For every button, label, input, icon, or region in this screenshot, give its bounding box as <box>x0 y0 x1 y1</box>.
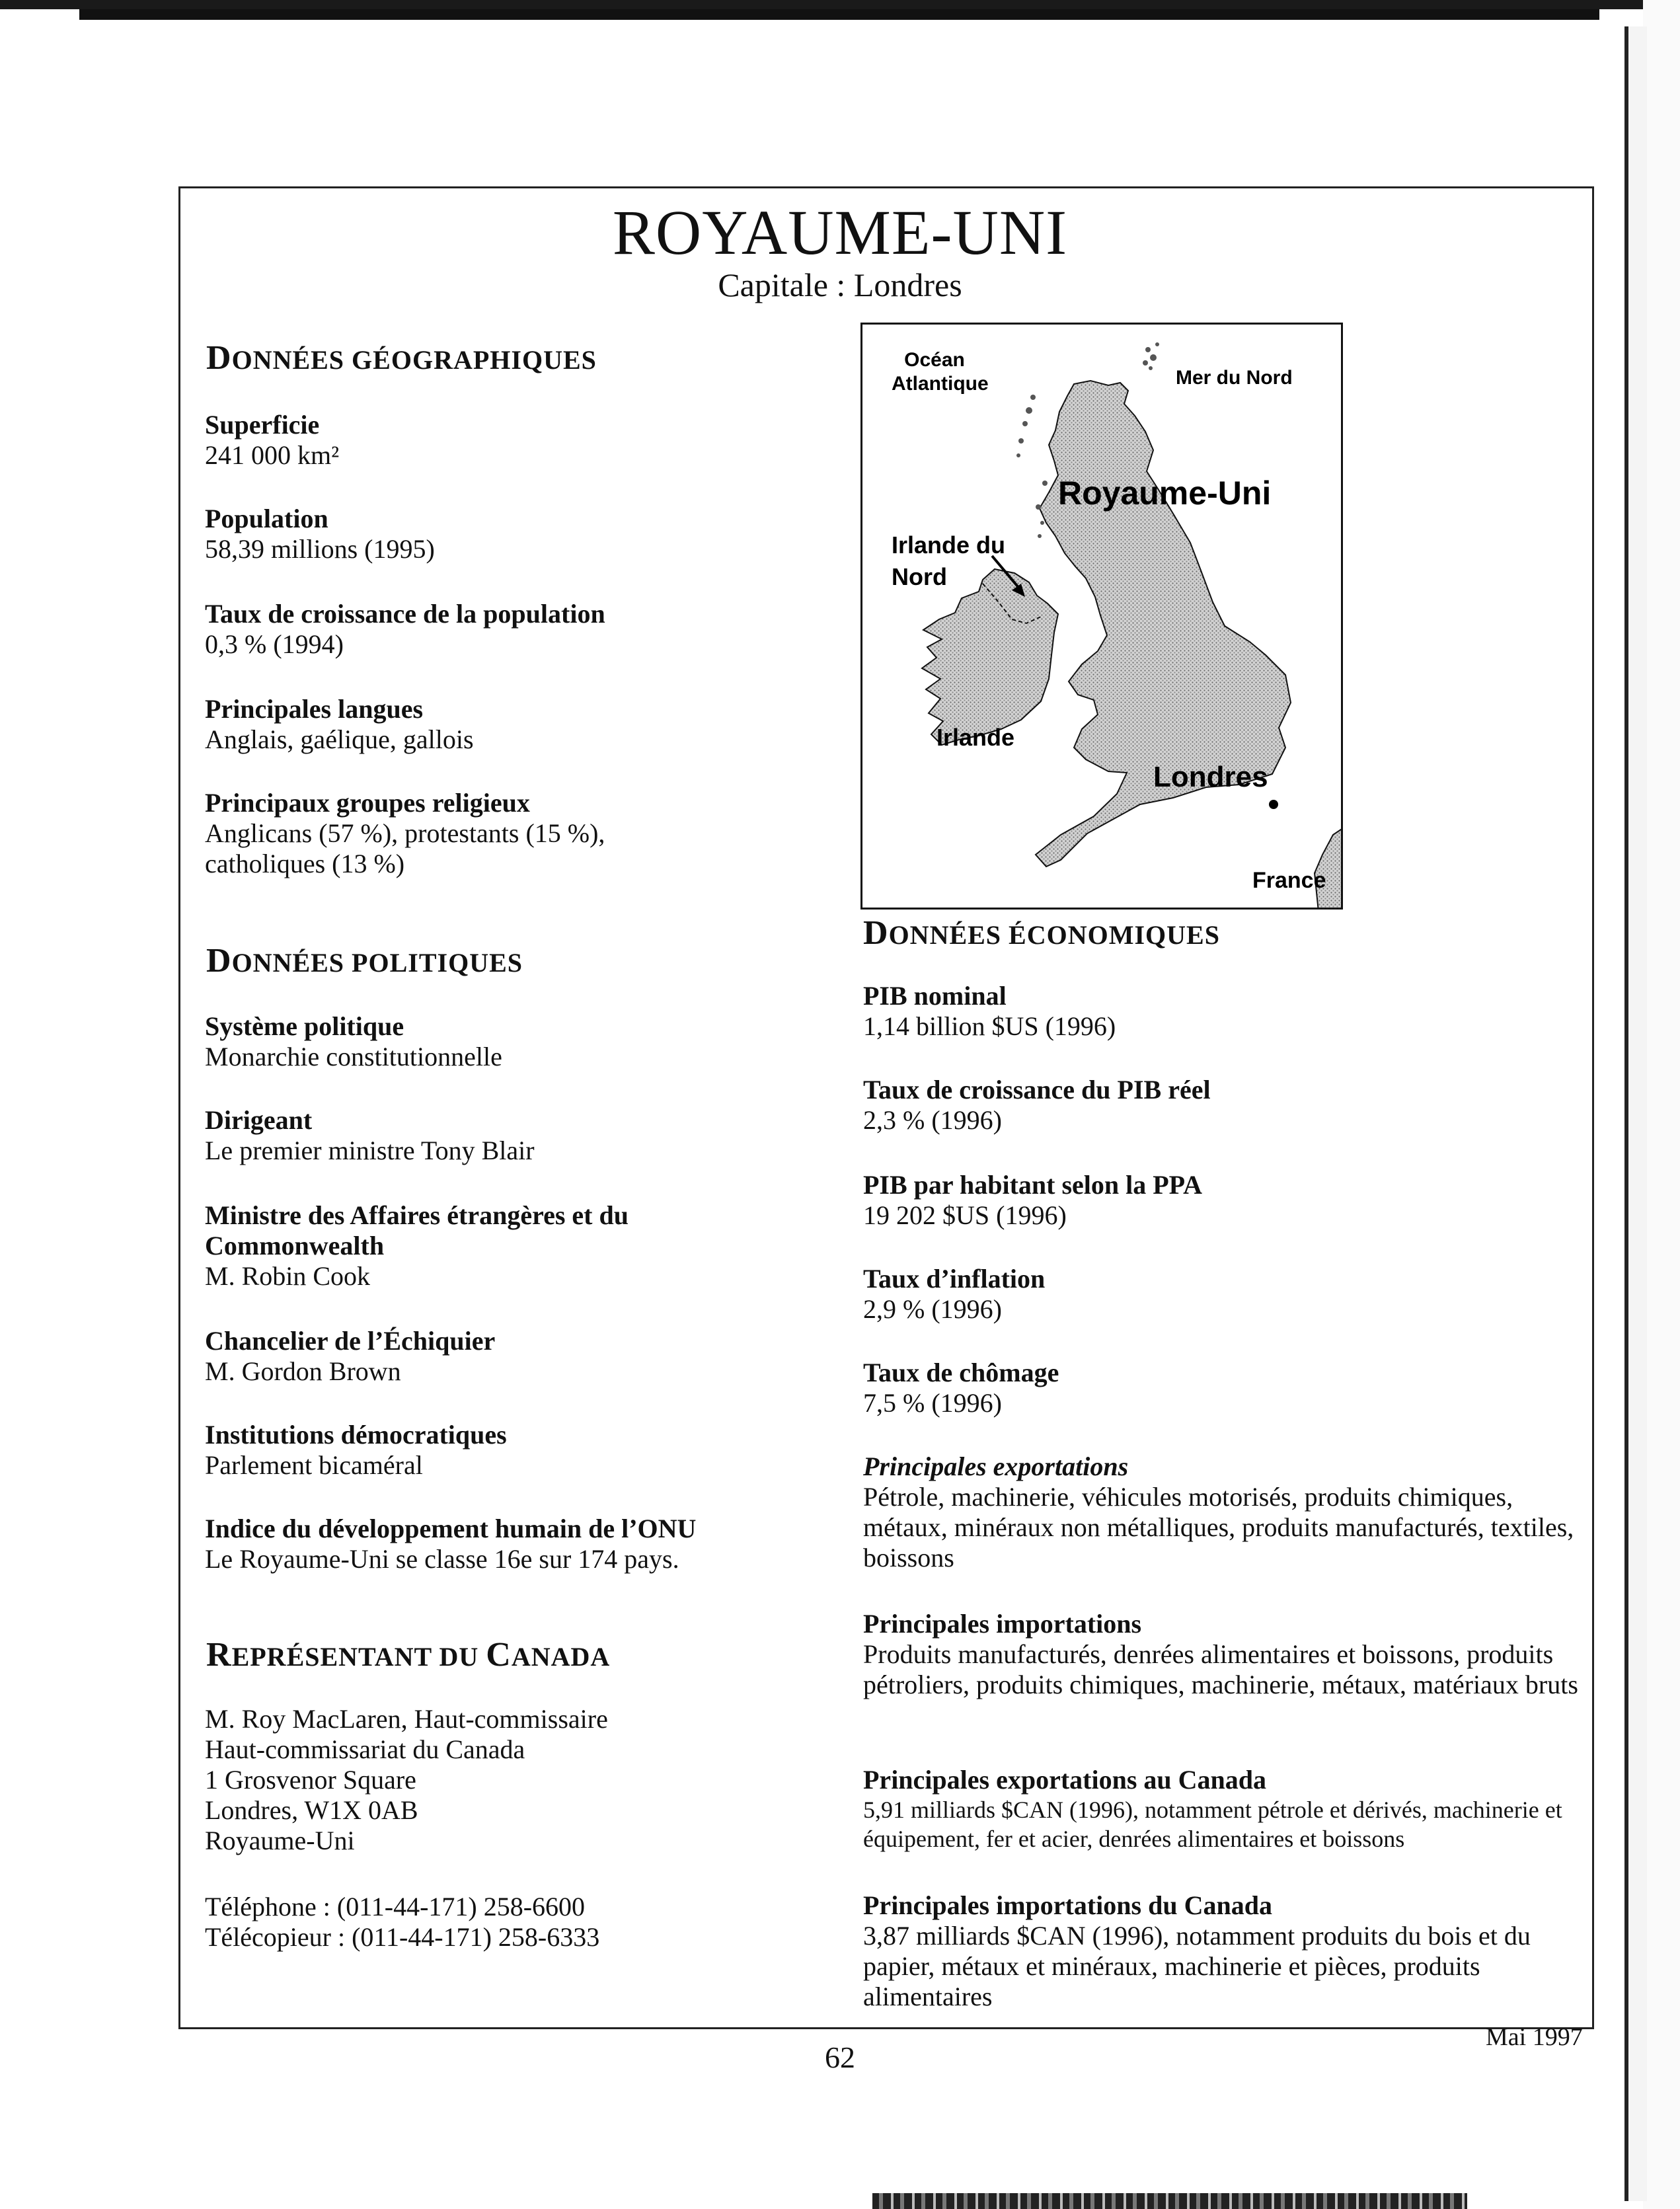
field-label: Principales exportations au Canada <box>863 1765 1267 1795</box>
field-imports-from-canada <box>863 1890 1577 2012</box>
field-label: Taux de croissance du PIB réel <box>863 1075 1211 1104</box>
field-label: Principales importations <box>863 1609 1142 1639</box>
field-main-exports <box>863 1452 1584 1573</box>
field-inflation <box>863 1264 1577 1325</box>
map-label-uk: Royaume-Uni <box>1058 475 1272 512</box>
field-hdi <box>205 1514 826 1574</box>
field-value: 0,3 % (1994) <box>205 629 344 659</box>
map-label-ocean: Océan Atlantique <box>892 349 989 395</box>
uk-map <box>860 323 1343 910</box>
field-value: 19 202 $US (1996) <box>863 1200 1067 1230</box>
field-leader <box>205 1105 800 1166</box>
scan-edge-bottom <box>872 2193 1467 2209</box>
scan-edge-top-band <box>79 9 1599 20</box>
field-exports-to-canada <box>863 1765 1584 1853</box>
field-main-imports <box>863 1609 1584 1700</box>
field-value: 2,9 % (1996) <box>863 1294 1002 1324</box>
field-real-gdp-growth <box>863 1075 1577 1136</box>
field-label: Taux d’inflation <box>863 1264 1046 1294</box>
field-languages <box>205 694 800 755</box>
field-unemployment <box>863 1358 1577 1418</box>
field-area <box>205 410 800 471</box>
field-value: M. Robin Cook <box>205 1261 371 1291</box>
field-value: Le premier ministre Tony Blair <box>205 1136 535 1165</box>
field-political-system <box>205 1011 800 1072</box>
field-value: Anglicans (57 %), protestants (15 %), catholiques (13 %) <box>205 818 605 878</box>
field-label: PIB nominal <box>863 981 1007 1011</box>
field-value: 7,5 % (1996) <box>863 1388 1002 1418</box>
publication-date: Mai 1997 <box>1486 2023 1583 2051</box>
field-value: 58,39 millions (1995) <box>205 534 435 564</box>
scan-edge-right-margin <box>1643 0 1680 2209</box>
field-label: Principaux groupes religieux <box>205 788 530 818</box>
field-label: Indice du développement humain de l’ONU <box>205 1514 697 1543</box>
field-chancellor <box>205 1326 800 1387</box>
section-heading-economic: DONNÉES ÉCONOMIQUES <box>863 914 1220 952</box>
phone-number: Téléphone : (011-44-171) 258-6600 <box>205 1892 586 1921</box>
field-population <box>205 504 800 564</box>
scan-edge-right <box>1624 26 1647 2201</box>
map-label-northern-ireland: Irlande du Nord <box>892 531 1006 590</box>
field-value: 1,14 billion $US (1996) <box>863 1011 1116 1041</box>
capital-subtitle: Capitale : Londres <box>718 266 962 303</box>
field-label: Taux de croissance de la population <box>205 599 605 629</box>
section-heading-political: DONNÉES POLITIQUES <box>206 942 523 980</box>
field-value: M. Gordon Brown <box>205 1356 401 1386</box>
section-heading-representative: REPRÉSENTANT DU CANADA <box>206 1636 611 1674</box>
field-label: Superficie <box>205 410 320 440</box>
field-gdp-per-capita <box>863 1170 1577 1231</box>
scan-edge-top <box>0 0 1680 9</box>
representative-address: M. Roy MacLaren, Haut-commissaire Haut-commissariat du Canada 1 Grosvenor Square Londres, W1X 0AB Royaume-Uni <box>205 1704 608 1855</box>
field-nominal-gdp <box>863 981 1577 1042</box>
page-title: ROYAUME-UNI <box>612 197 1068 268</box>
field-value: Le Royaume-Uni se classe 16e sur 174 pays. <box>205 1544 679 1574</box>
field-label: Population <box>205 504 328 533</box>
field-value: Anglais, gaélique, gallois <box>205 724 474 754</box>
field-label: PIB par habitant selon la PPA <box>863 1170 1203 1200</box>
field-value: Parlement bicaméral <box>205 1450 423 1480</box>
field-label: Chancelier de l’Échiquier <box>205 1326 496 1356</box>
fax-number: Télécopieur : (011-44-171) 258-6333 <box>205 1922 600 1952</box>
section-heading-geographic: DONNÉES GÉOGRAPHIQUES <box>206 339 597 377</box>
field-foreign-minister <box>205 1200 707 1292</box>
page-number: 62 <box>825 2040 855 2074</box>
field-value: 5,91 milliards $CAN (1996), notamment pétrole et dérivés, machinerie et équipement, fer et acier, denrées alimentaires et boissons <box>863 1797 1562 1852</box>
field-label: Institutions démocratiques <box>205 1420 507 1450</box>
field-label: Principales langues <box>205 694 424 724</box>
field-value: Produits manufacturés, denrées alimentaires et boissons, produits pétroliers, produits chimiques, machinerie, métaux, matériaux bruts <box>863 1639 1578 1699</box>
field-value: Monarchie constitutionnelle <box>205 1042 502 1071</box>
map-label-france: France <box>1252 868 1326 893</box>
field-population-growth <box>205 599 826 660</box>
field-label: Système politique <box>205 1011 404 1041</box>
london-marker <box>1269 800 1278 809</box>
field-value: 241 000 km² <box>205 440 340 470</box>
map-label-ireland: Irlande <box>936 724 1015 751</box>
representative-contact <box>205 1892 800 1953</box>
field-institutions <box>205 1420 800 1481</box>
field-value: Pétrole, machinerie, véhicules motorisés, produits chimiques, métaux, minéraux non métalliques, produits manufacturés, textiles, boissons <box>863 1482 1574 1572</box>
field-value: 2,3 % (1996) <box>863 1105 1002 1135</box>
map-label-london: Londres <box>1153 761 1268 793</box>
field-label: Principales importations du Canada <box>863 1890 1272 1920</box>
field-label: Principales exportations <box>863 1452 1129 1481</box>
field-religions <box>205 788 668 879</box>
map-graphic <box>862 325 1343 910</box>
field-label: Ministre des Affaires étrangères et du Commonwealth <box>205 1200 629 1260</box>
field-label: Taux de chômage <box>863 1358 1059 1387</box>
field-label: Dirigeant <box>205 1105 313 1135</box>
map-label-north-sea: Mer du Nord <box>1176 367 1293 389</box>
ireland-shape <box>922 569 1058 745</box>
field-value: 3,87 milliards $CAN (1996), notamment produits du bois et du papier, métaux et minéraux, machinerie et pièces, produits alimentaires <box>863 1921 1531 2011</box>
